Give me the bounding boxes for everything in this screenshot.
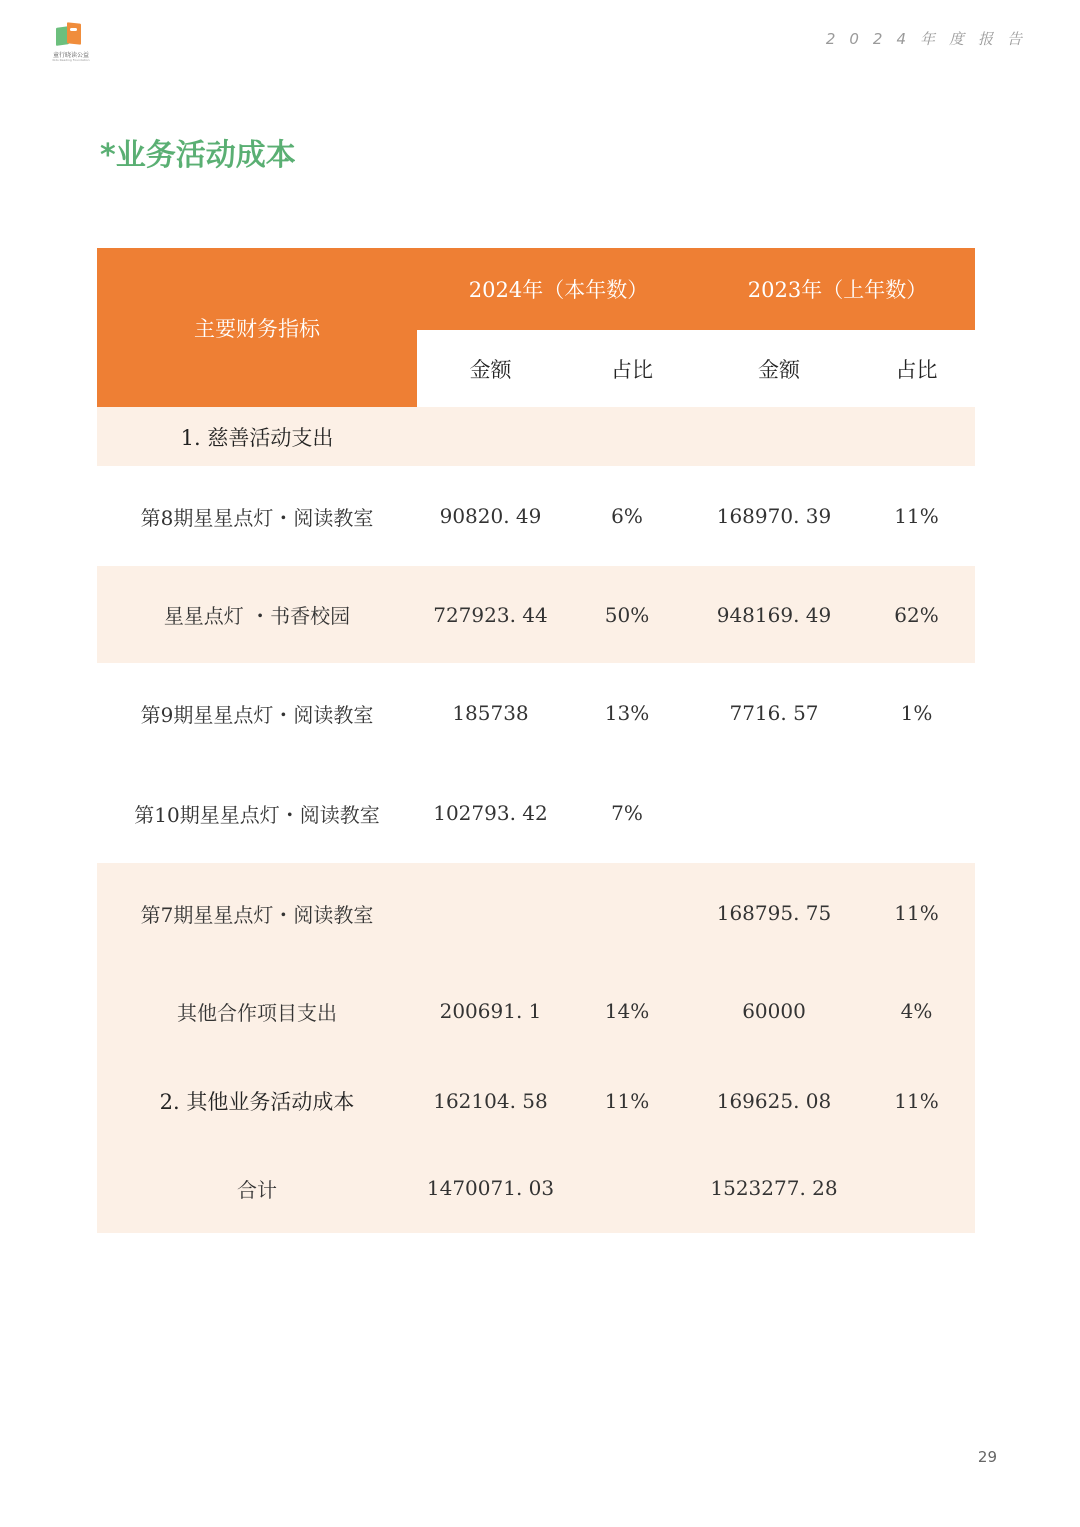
ratio-2024 (564, 863, 690, 963)
amount-2024: 1470071. 03 (426, 1176, 555, 1200)
table-row (97, 566, 975, 663)
amount-2023: 1523277. 28 (710, 1176, 838, 1200)
amount-2023: 169625. 08 (716, 1089, 832, 1113)
ratio-2023-header: 占比 (858, 330, 975, 407)
amount-2023: 168970. 39 (716, 504, 832, 528)
running-head: 2024年度报告 (825, 30, 1036, 48)
ratio-2024: 7% (611, 801, 643, 825)
ratio-2024: 13% (604, 701, 650, 725)
ratio-2023 (858, 763, 975, 863)
amount-2024: 162104. 58 (433, 1089, 548, 1113)
page-number: 29 (977, 1448, 997, 1466)
ratio-2024: 50% (604, 602, 650, 627)
ratio-2023: 11% (894, 901, 939, 925)
ratio-2023: 4% (900, 999, 933, 1023)
row-name: 1. 慈善活动支出 (180, 425, 334, 450)
ratio-2024-header: 占比 (564, 330, 700, 407)
amount-2024: 200691. 1 (439, 999, 542, 1023)
amount-2024: 185738 (452, 701, 529, 725)
year-2024-header: 2024年（本年数） (417, 248, 700, 330)
ratio-2024 (564, 1143, 690, 1233)
ratio-2023: 11% (894, 1089, 939, 1113)
table-header (97, 248, 975, 407)
logo-name: 童行晓读公益 (52, 52, 89, 59)
ratio-2023: 62% (894, 602, 939, 627)
table-row (97, 407, 975, 466)
books-logo-icon (56, 22, 86, 46)
amount-2024: 102793. 42 (433, 801, 548, 825)
row-name: 星星点灯 ・书香校园 (163, 604, 351, 628)
amount-2023: 7716. 57 (729, 701, 819, 725)
amount-2023: 168795. 75 (716, 901, 832, 925)
row-name: 其他合作项目支出 (177, 1000, 337, 1025)
ratio-2024: 11% (604, 1089, 650, 1113)
table-row-total (97, 1143, 975, 1233)
amount-2024 (417, 863, 564, 963)
amount-2023 (690, 763, 858, 863)
cost-table (97, 248, 975, 1233)
indicator-header: 主要财务指标 (97, 248, 417, 407)
amount-2024: 727923. 44 (433, 602, 548, 627)
ratio-2024: 6% (611, 504, 643, 528)
amount-2023: 948169. 49 (716, 602, 832, 627)
row-name: 第9期星星点灯・阅读教室 (140, 702, 374, 727)
ratio-2023: 11% (894, 504, 939, 528)
row-name: 第10期星星点灯・阅读教室 (134, 802, 380, 827)
table-row (97, 863, 975, 963)
year-2023-header: 2023年（上年数） (700, 248, 975, 330)
organization-logo (44, 22, 98, 64)
table-row (97, 763, 975, 863)
table-row (97, 466, 975, 566)
ratio-2023: 1% (900, 701, 933, 725)
row-name: 第7期星星点灯・阅读教室 (140, 902, 374, 927)
amount-2023: 60000 (742, 999, 806, 1023)
table-row (97, 963, 975, 1059)
ratio-2023 (858, 1143, 975, 1233)
page-title: *业务活动成本 (100, 138, 296, 173)
amount-2023-header: 金额 (700, 330, 858, 407)
table-row-group (97, 863, 975, 1233)
table-row (97, 1059, 975, 1143)
logo-subtitle: Kids Reading Foundation (52, 58, 90, 62)
row-name: 2. 其他业务活动成本 (159, 1090, 355, 1114)
amount-2024-header: 金额 (417, 330, 564, 407)
ratio-2024: 14% (604, 999, 650, 1023)
row-name: 合计 (237, 1177, 277, 1202)
row-name: 第8期星星点灯・阅读教室 (140, 505, 374, 530)
table-row (97, 663, 975, 763)
amount-2024: 90820. 49 (439, 504, 542, 528)
